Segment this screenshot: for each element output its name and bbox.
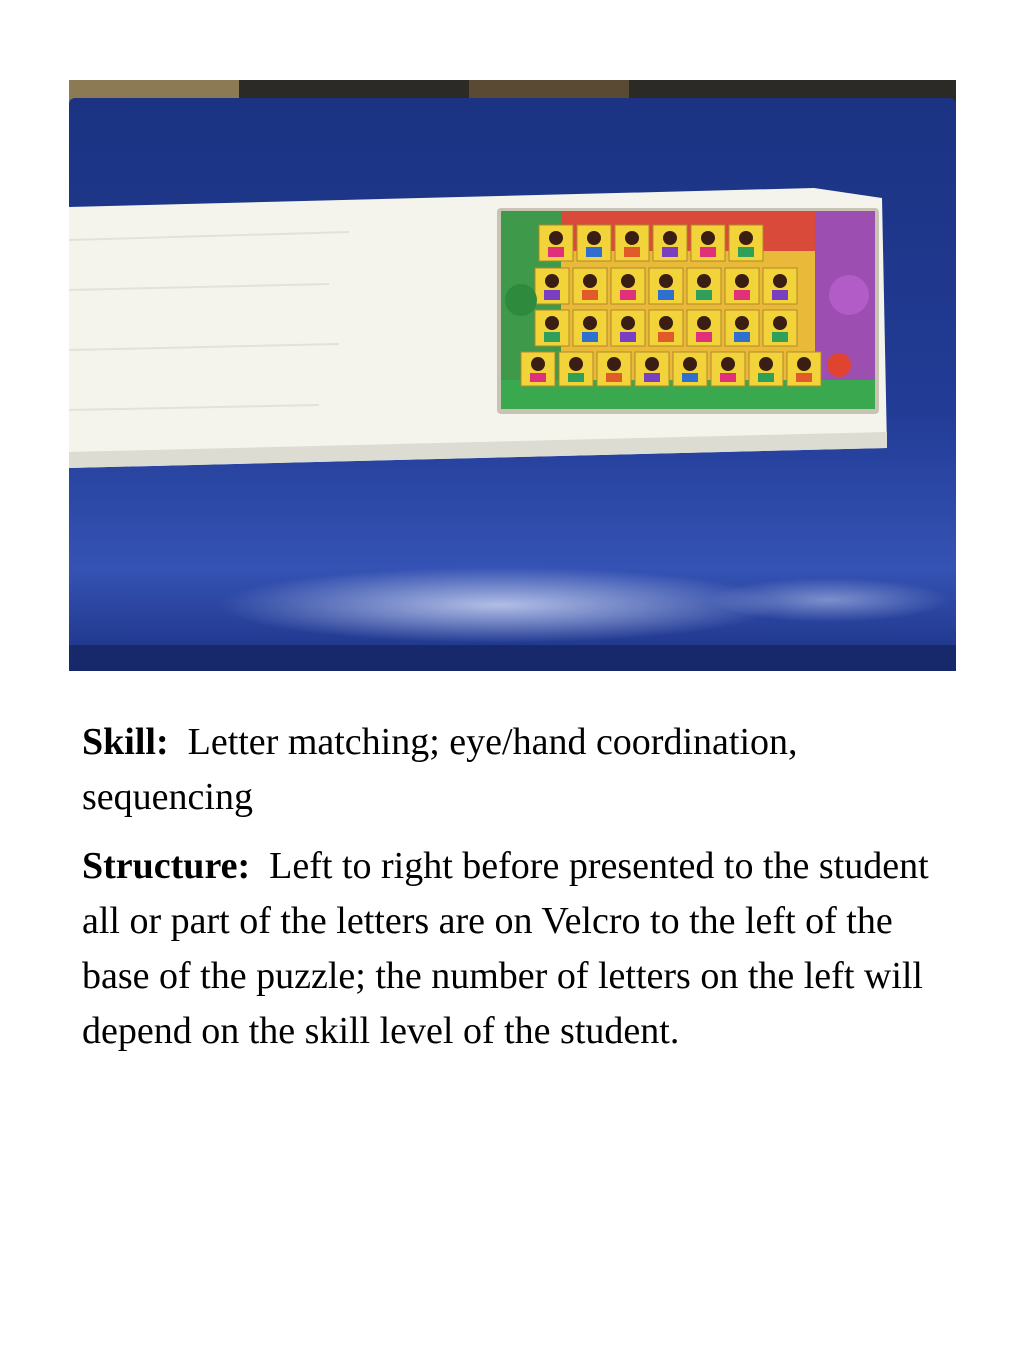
- skill-paragraph: [82, 715, 962, 825]
- table-glare: [219, 567, 779, 643]
- photo-illustration: [69, 80, 956, 671]
- structure-text: Left to right before presented to the student all or part of the letters are on Velcro to the left of the base of the puzzle; the number of letters on the left will depend on the skill level of the student.: [82, 845, 929, 1052]
- activity-photo: [69, 80, 956, 671]
- skill-label: Skill:: [82, 721, 169, 763]
- skill-text: Letter matching; eye/hand coordination, sequencing: [82, 721, 798, 818]
- description-text: [82, 715, 962, 1073]
- structure-paragraph: [82, 839, 962, 1059]
- letter-puzzle: [497, 208, 879, 414]
- structure-label: Structure:: [82, 845, 251, 887]
